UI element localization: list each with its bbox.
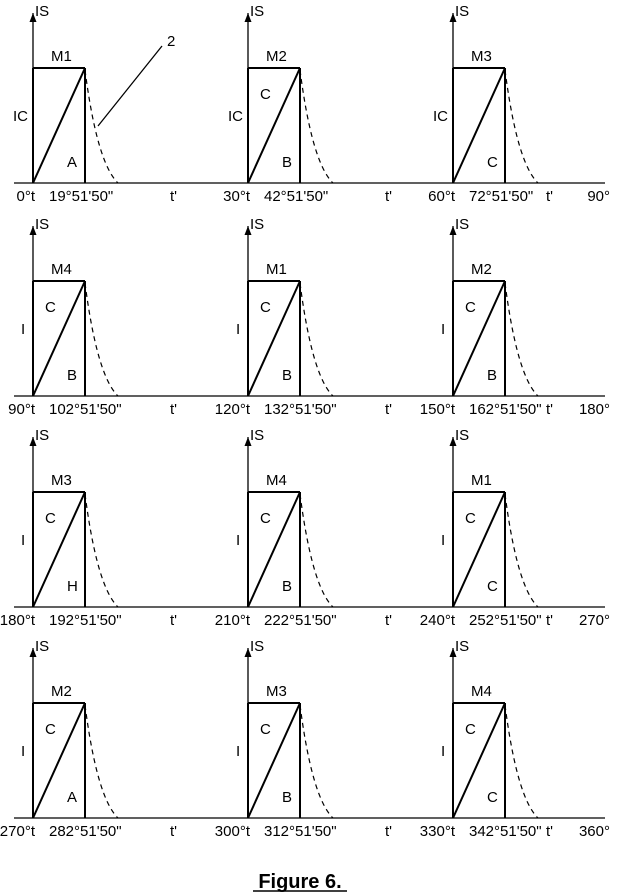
current-label: I	[236, 321, 241, 338]
pulse-end-label: 342°51'50"	[469, 823, 542, 840]
lower-phase-letter: B	[282, 789, 293, 806]
motor-label: M2	[51, 683, 72, 700]
time-tick-label: t'	[545, 612, 553, 629]
start-time-label: 90°t	[8, 401, 35, 418]
pulse-end-label: 72°51'50"	[469, 188, 534, 205]
lower-phase-letter: C	[487, 578, 498, 595]
start-time-label: 330°t	[419, 823, 455, 840]
time-tick-label: t'	[545, 823, 553, 840]
time-tick-label: t'	[545, 188, 553, 205]
time-tick-label: t'	[170, 188, 178, 205]
upper-phase-letter: C	[45, 721, 56, 738]
pulse-end-label: 162°51'50"	[469, 401, 542, 418]
current-label: I	[21, 743, 26, 760]
start-time-label: 0°t	[16, 188, 35, 205]
motor-label: M1	[51, 48, 72, 65]
start-time-label: 240°t	[419, 612, 455, 629]
start-time-label: 270°t	[0, 823, 35, 840]
axis-end-label: 90°	[587, 188, 610, 205]
upper-phase-letter: C	[465, 721, 476, 738]
time-tick-label: t'	[385, 188, 393, 205]
decay-curve	[300, 705, 333, 818]
current-ramp-line	[248, 281, 300, 396]
current-label: I	[236, 532, 241, 549]
start-time-label: 180°t	[0, 612, 35, 629]
lower-phase-letter: B	[282, 154, 293, 171]
decay-curve	[300, 70, 333, 183]
decay-curve	[85, 494, 118, 607]
current-label: I	[441, 321, 446, 338]
lower-phase-letter: B	[67, 367, 78, 384]
is-axis-label: IS	[250, 638, 265, 655]
lower-phase-letter: B	[282, 578, 293, 595]
decay-curve	[85, 283, 118, 396]
time-tick-label: t'	[170, 612, 178, 629]
current-label: I	[236, 743, 241, 760]
motor-label: M4	[51, 261, 72, 278]
upper-phase-letter: C	[45, 299, 56, 316]
lower-phase-letter: H	[67, 578, 78, 595]
motor-label: M3	[471, 48, 492, 65]
start-time-label: 210°t	[214, 612, 250, 629]
current-label: I	[21, 532, 26, 549]
time-tick-label: t'	[170, 823, 178, 840]
motor-label: M1	[266, 261, 287, 278]
pulse-end-label: 312°51'50"	[264, 823, 337, 840]
callout-leader-line	[98, 46, 162, 126]
start-time-label: 60°t	[428, 188, 455, 205]
motor-label: M4	[471, 683, 492, 700]
current-label: I	[441, 743, 446, 760]
decay-curve	[505, 494, 538, 607]
lower-phase-letter: B	[487, 367, 498, 384]
pulse-end-label: 42°51'50"	[264, 188, 329, 205]
decay-curve	[505, 70, 538, 183]
is-axis-label: IS	[250, 427, 265, 444]
is-axis-label: IS	[35, 638, 50, 655]
axis-end-label: 360°	[578, 823, 610, 840]
upper-phase-letter: C	[260, 86, 271, 103]
pulse-end-label: 192°51'50"	[49, 612, 122, 629]
motor-label: M2	[471, 261, 492, 278]
lower-phase-letter: B	[282, 367, 293, 384]
figure-caption: Figure 6.	[258, 871, 342, 893]
is-axis-label: IS	[35, 427, 50, 444]
current-ramp-line	[248, 703, 300, 818]
upper-phase-letter: C	[465, 510, 476, 527]
decay-curve	[505, 283, 538, 396]
current-label: IC	[13, 108, 28, 125]
pulse-end-label: 252°51'50"	[469, 612, 542, 629]
current-label: I	[21, 321, 26, 338]
motor-label: M1	[471, 472, 492, 489]
callout-number: 2	[167, 33, 176, 50]
is-axis-label: IS	[250, 216, 265, 233]
decay-curve	[505, 705, 538, 818]
is-axis-label: IS	[455, 216, 470, 233]
motor-label: M2	[266, 48, 287, 65]
start-time-label: 120°t	[214, 401, 250, 418]
decay-curve	[85, 705, 118, 818]
time-tick-label: t'	[170, 401, 178, 418]
axis-end-label: 180°	[578, 401, 610, 418]
time-tick-label: t'	[385, 612, 393, 629]
upper-phase-letter: C	[465, 299, 476, 316]
is-axis-label: IS	[35, 216, 50, 233]
pulse-end-label: 282°51'50"	[49, 823, 122, 840]
decay-curve	[300, 283, 333, 396]
time-tick-label: t'	[385, 401, 393, 418]
start-time-label: 300°t	[214, 823, 250, 840]
current-ramp-line	[248, 68, 300, 183]
current-label: IC	[433, 108, 448, 125]
time-tick-label: t'	[385, 823, 393, 840]
current-ramp-line	[453, 281, 505, 396]
upper-phase-letter: C	[260, 721, 271, 738]
lower-phase-letter: C	[487, 789, 498, 806]
current-ramp-line	[33, 68, 85, 183]
pulse-end-label: 132°51'50"	[264, 401, 337, 418]
is-axis-label: IS	[250, 3, 265, 20]
decay-curve	[85, 70, 118, 183]
start-time-label: 150°t	[419, 401, 455, 418]
motor-label: M3	[266, 683, 287, 700]
current-label: IC	[228, 108, 243, 125]
pulse-end-label: 102°51'50"	[49, 401, 122, 418]
is-axis-label: IS	[455, 427, 470, 444]
decay-curve	[300, 494, 333, 607]
motor-label: M4	[266, 472, 287, 489]
current-ramp-line	[248, 492, 300, 607]
axis-end-label: 270°	[578, 612, 610, 629]
current-ramp-line	[33, 281, 85, 396]
is-axis-label: IS	[455, 638, 470, 655]
pulse-end-label: 222°51'50"	[264, 612, 337, 629]
lower-phase-letter: C	[487, 154, 498, 171]
current-ramp-line	[33, 703, 85, 818]
upper-phase-letter: C	[45, 510, 56, 527]
time-tick-label: t'	[545, 401, 553, 418]
upper-phase-letter: C	[260, 510, 271, 527]
current-label: I	[441, 532, 446, 549]
upper-phase-letter: C	[260, 299, 271, 316]
start-time-label: 30°t	[223, 188, 250, 205]
motor-label: M3	[51, 472, 72, 489]
is-axis-label: IS	[35, 3, 50, 20]
pulse-end-label: 19°51'50"	[49, 188, 114, 205]
lower-phase-letter: A	[67, 789, 78, 806]
is-axis-label: IS	[455, 3, 470, 20]
lower-phase-letter: A	[67, 154, 78, 171]
